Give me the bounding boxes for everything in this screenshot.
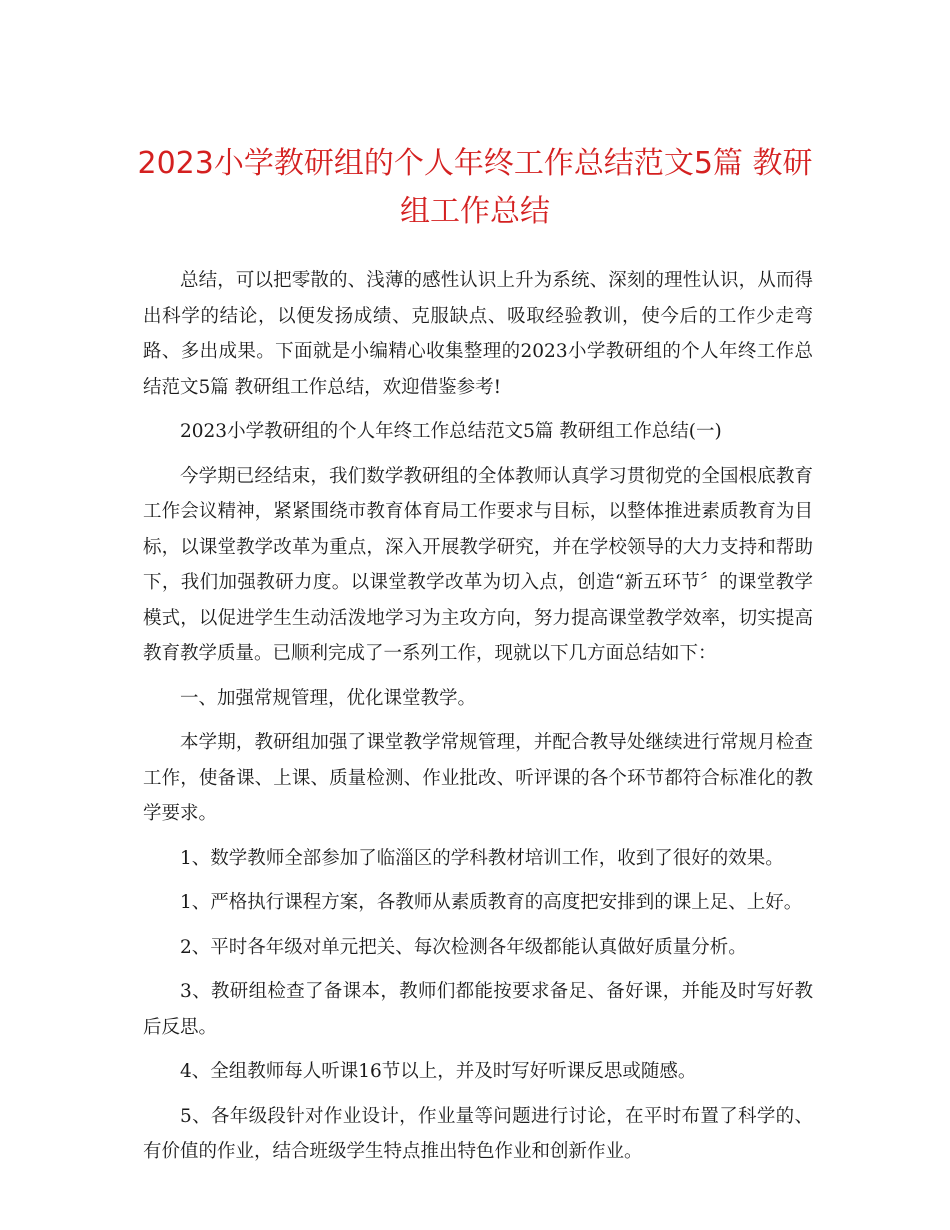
paragraph-routine-management: 本学期，教研组加强了课堂教学常规管理，并配合教导处继续进行常规月检查工作，使备课、上课、质量检测、作业批改、听评课的各个环节都符合标准化的教学要求。 [143, 732, 813, 824]
document-title: 2023小学教研组的个人年终工作总结范文5篇 教研组工作总结 [137, 146, 813, 229]
list-item: 1、数学教师全部参加了临淄区的学科教材培训工作，收到了很好的效果。 [180, 847, 784, 869]
paragraph-section-heading: 2023小学教研组的个人年终工作总结范文5篇 教研组工作总结(一) [180, 421, 722, 442]
paragraph-overview: 今学期已经结束，我们数学教研组的全体教师认真学习贯彻党的全国根底教育工作会议精神，紧紧围绕市教育体育局工作要求与目标，以整体推进素质教育为目标，以课堂教学改革为重点，深入开展教学研究，并在学校领导的大力支持和帮助下，我们加强教研力度。以课堂教学改革为切入点，创造“新五环节〞的课堂教学模式，以促进学生生动活泼地学习为主攻方向，努力提高课堂教学效率，切实提高教育教学质量。已顺利完成了一系列工作，现就以下几方面总结如下： [143, 465, 813, 664]
paragraph-intro: 总结，可以把零散的、浅薄的感性认识上升为系统、深刻的理性认识，从而得出科学的结论，以便发扬成绩、克服缺点、吸取经验教训，使今后的工作少走弯路、多出成果。下面就是小编精心收集整理的2023小学教研组的个人年终工作总结范文5篇 教研组工作总结，欢迎借鉴参考! [143, 270, 813, 398]
list-item: 3、教研组检查了备课本，教师们都能按要求备足、备好课，并能及时写好教后反思。 [143, 981, 813, 1038]
list-item: 4、全组教师每人听课16节以上，并及时写好听课反思或随感。 [180, 1061, 697, 1082]
list-item: 1、严格执行课程方案，各教师从素质教育的高度把安排到的课上足、上好。 [180, 892, 803, 913]
list-item: 2、平时各年级对单元把关、每次检测各年级都能认真做好质量分析。 [180, 936, 747, 958]
list-item: 5、各年级段针对作业设计，作业量等问题进行讨论，在平时布置了科学的、有价值的作业，结合班级学生特点推出特色作业和创新作业。 [143, 1105, 813, 1162]
document-body [143, 263, 813, 1179]
paragraph-heading-one: 一、加强常规管理，优化课堂教学。 [180, 687, 477, 709]
